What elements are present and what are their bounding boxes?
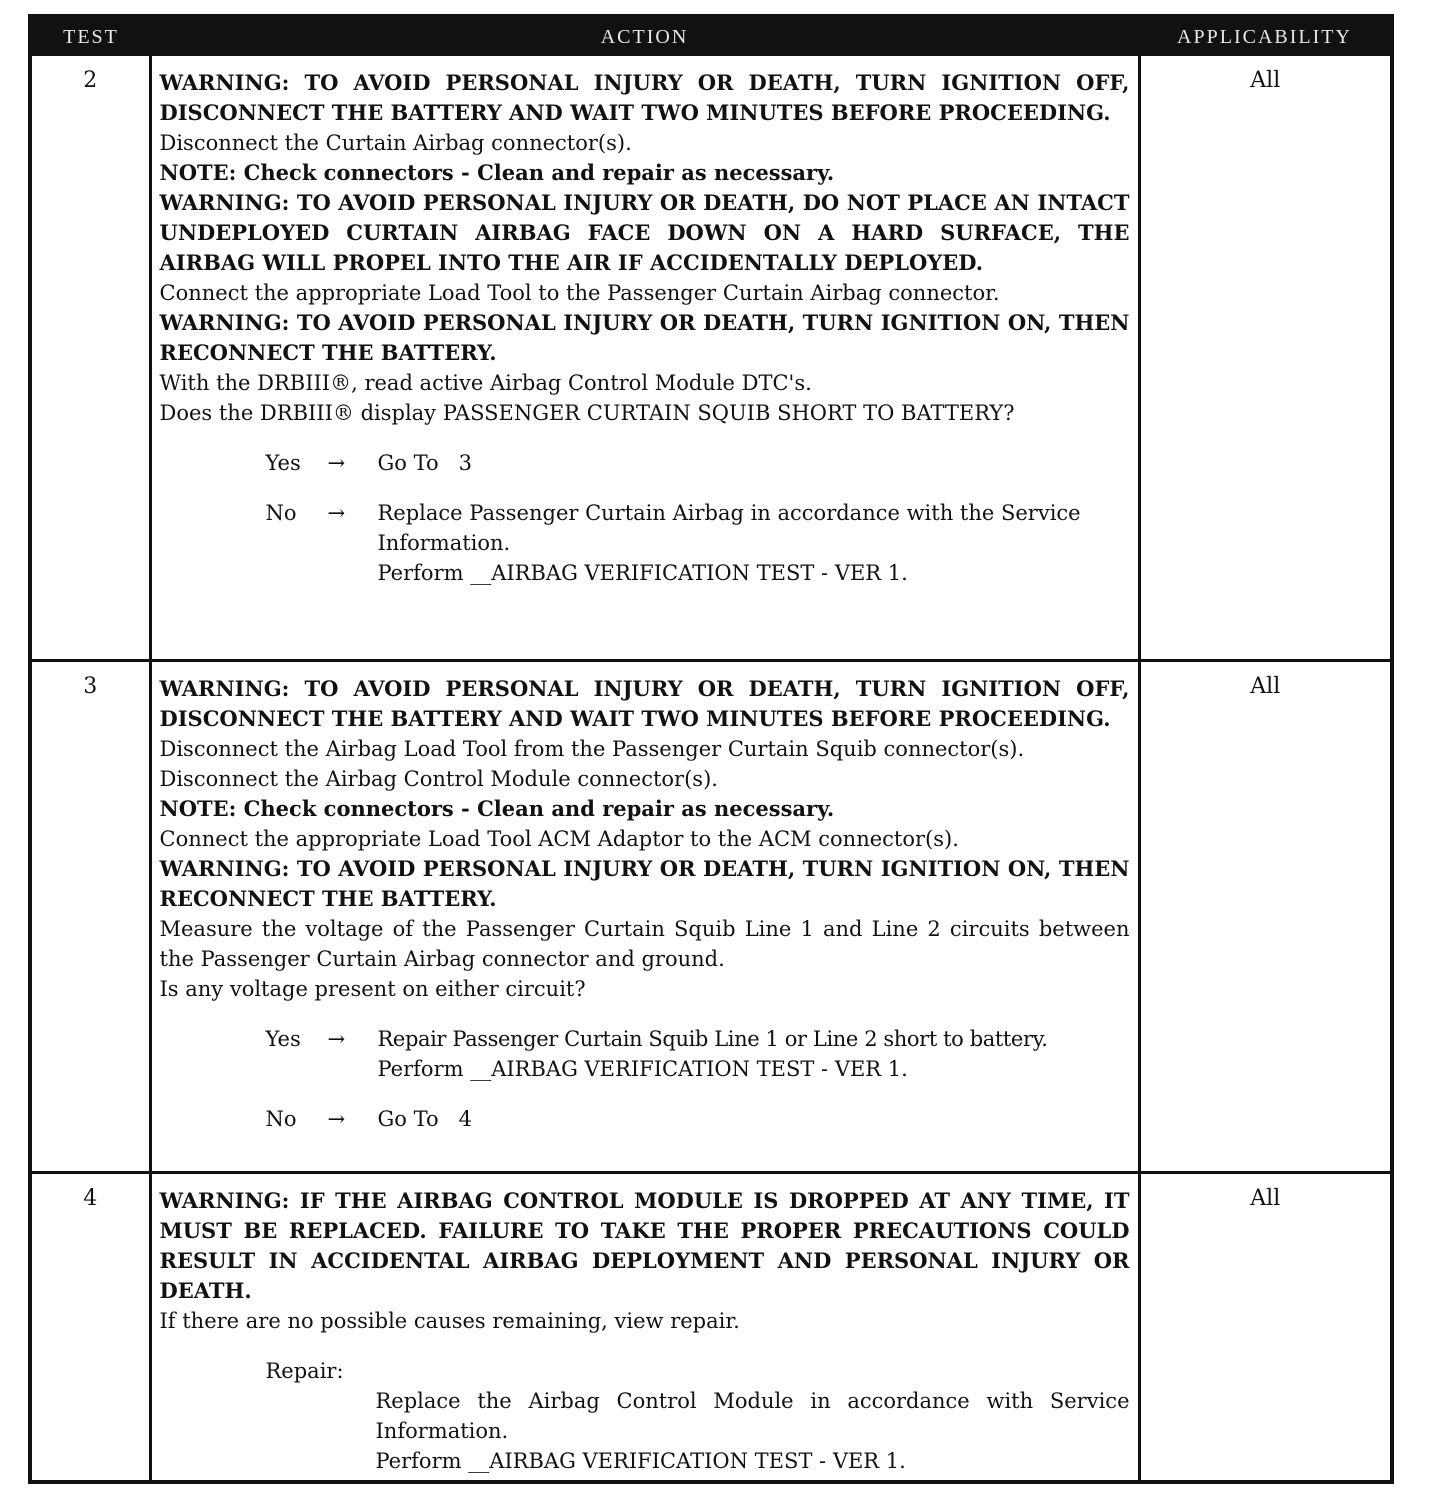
branch-result: [378, 1024, 1130, 1084]
branch-result: [378, 498, 1130, 588]
branch-result-line: Go To 4: [377, 1106, 472, 1131]
table-row-test-3: [32, 660, 1390, 1172]
arrow-right-icon: →: [327, 501, 346, 525]
warning-text: WARNING: TO AVOID PERSONAL INJURY OR DEATH, TURN IGNITION OFF, DISCONNECT THE BATTERY AND WAIT TWO MINUTES BEFORE PROCEEDING.: [159, 675, 1130, 731]
branch-result-line: Go To 3: [377, 451, 472, 475]
repair-step: Replace the Airbag Control Module in accordance with Service Information.: [375, 1388, 1130, 1443]
step-text: With the DRBIII®, read active Airbag Control Module DTC's.: [159, 371, 812, 395]
branch-label: Yes: [265, 451, 301, 475]
step-text: Disconnect the Curtain Airbag connector(s).: [159, 131, 632, 155]
question-text: Does the DRBIII® display PASSENGER CURTAIN SQUIB SHORT TO BATTERY?: [159, 401, 1015, 425]
action-cell: [150, 56, 1139, 660]
test-number: 2: [32, 56, 150, 660]
branch-no: [160, 1104, 1130, 1134]
branch-result-line: Perform __AIRBAG VERIFICATION TEST - VER 1.: [377, 561, 908, 585]
warning-text: WARNING: IF THE AIRBAG CONTROL MODULE IS DROPPED AT ANY TIME, IT MUST BE REPLACED. FAILURE TO TAKE THE PROPER PRECAUTIONS COULD RESULT IN ACCIDENTAL AIRBAG DEPLOYMENT AND PERSONAL INJURY OR DEATH.: [159, 1187, 1130, 1303]
step-text: If there are no possible causes remaining, view repair.: [159, 1308, 740, 1333]
branch-label: No: [265, 501, 297, 525]
action-cell: [150, 1172, 1139, 1482]
header-action: ACTION: [150, 18, 1139, 56]
test-table: [32, 18, 1390, 1482]
branch-yes: [160, 448, 1130, 478]
question-text: Is any voltage present on either circuit?: [159, 976, 586, 1001]
arrow-right-icon: →: [327, 1106, 346, 1131]
step-text: Disconnect the Airbag Load Tool from the Passenger Curtain Squib connector(s).: [159, 736, 1025, 761]
arrow-right-icon: →: [327, 451, 346, 475]
warning-text: WARNING: TO AVOID PERSONAL INJURY OR DEATH, TURN IGNITION ON, THEN RECONNECT THE BATTERY.: [159, 310, 1130, 365]
repair-step: Perform __AIRBAG VERIFICATION TEST - VER 1.: [375, 1448, 906, 1473]
test-number: 3: [32, 660, 150, 1172]
branch-no: [160, 498, 1130, 588]
action-cell: [150, 660, 1139, 1172]
header-applicability: APPLICABILITY: [1139, 18, 1390, 56]
test-number: 4: [32, 1172, 150, 1482]
step-text: Connect the appropriate Load Tool to the Passenger Curtain Airbag connector.: [159, 281, 1000, 305]
warning-text: WARNING: TO AVOID PERSONAL INJURY OR DEATH, TURN IGNITION OFF, DISCONNECT THE BATTERY AND WAIT TWO MINUTES BEFORE PROCEEDING.: [159, 70, 1130, 125]
warning-text: WARNING: TO AVOID PERSONAL INJURY OR DEATH, DO NOT PLACE AN INTACT UNDEPLOYED CURTAIN AIRBAG FACE DOWN ON A HARD SURFACE, THE AIRBAG WILL PROPEL INTO THE AIR IF ACCIDENTALLY DEPLOYED.: [159, 190, 1130, 275]
branch-label: Yes: [265, 1026, 301, 1051]
step-text: Disconnect the Airbag Control Module connector(s).: [159, 766, 718, 791]
applicability-value: All: [1139, 56, 1390, 660]
step-text: Connect the appropriate Load Tool ACM Adaptor to the ACM connector(s).: [159, 826, 959, 851]
branch-result: [378, 448, 1130, 478]
header-test: TEST: [32, 18, 150, 56]
branch-result-line: Replace Passenger Curtain Airbag in accordance with the Service Information.: [377, 501, 1081, 555]
branch-result: [378, 1104, 1130, 1134]
applicability-value: All: [1139, 1172, 1390, 1482]
note-text: NOTE: Check connectors - Clean and repair as necessary.: [159, 160, 835, 185]
branch-yes: [160, 1024, 1130, 1084]
applicability-value: All: [1139, 660, 1390, 1172]
table-header-row: [32, 18, 1390, 56]
diagnostic-test-table: [28, 14, 1394, 1484]
table-row-test-4: [32, 1172, 1390, 1482]
branch-result-line: Perform __AIRBAG VERIFICATION TEST - VER 1.: [377, 1056, 908, 1081]
warning-text: WARNING: TO AVOID PERSONAL INJURY OR DEATH, TURN IGNITION ON, THEN RECONNECT THE BATTERY.: [159, 855, 1130, 911]
branch-label: No: [265, 1106, 297, 1131]
arrow-right-icon: →: [327, 1026, 346, 1051]
step-text: Measure the voltage of the Passenger Curtain Squib Line 1 and Line 2 circuits between the Passenger Curtain Airbag connector and ground.: [159, 916, 1130, 971]
branch-result-line: Repair Passenger Curtain Squib Line 1 or Line 2 short to battery.: [377, 1026, 1048, 1051]
table-row-test-2: [32, 56, 1390, 660]
note-text: NOTE: Check connectors - Clean and repair as necessary.: [159, 795, 835, 821]
repair-label: Repair:: [265, 1358, 344, 1383]
